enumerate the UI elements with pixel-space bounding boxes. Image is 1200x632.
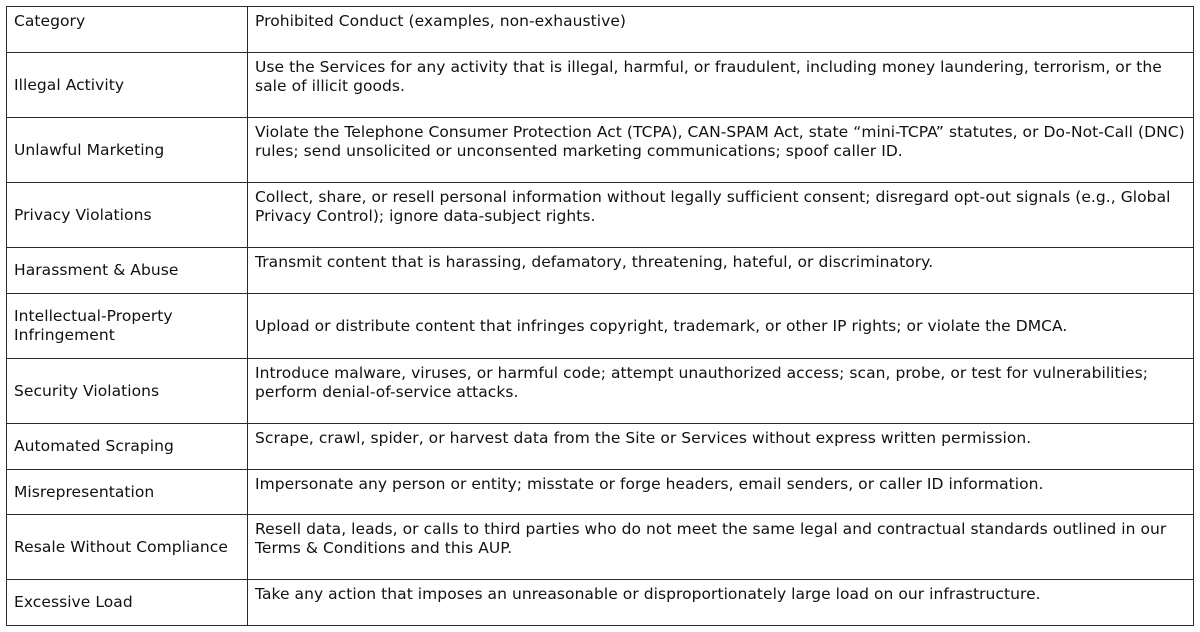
- row-conduct: Collect, share, or resell personal information without legally sufficient consent; disregard opt-out signals (e.g., Global Privacy Control); ignore data-subject rights.: [248, 183, 1194, 248]
- table-header-row: [7, 7, 1194, 53]
- row-conduct: Violate the Telephone Consumer Protection Act (TCPA), CAN-SPAM Act, state “mini-TCPA” statutes, or Do-Not-Call (DNC) rules; send unsolicited or unconsented marketing communications; spoof caller ID.: [248, 118, 1194, 183]
- table-row: [7, 515, 1194, 580]
- table-row: [7, 248, 1194, 294]
- table-row: [7, 53, 1194, 118]
- row-category: Security Violations: [7, 359, 248, 424]
- row-category: Misrepresentation: [7, 470, 248, 515]
- aup-table-container: [6, 6, 1194, 626]
- row-category: Resale Without Compliance: [7, 515, 248, 580]
- header-prohibited-conduct: Prohibited Conduct (examples, non-exhaustive): [248, 7, 1194, 53]
- row-category: Intellectual-Property Infringement: [7, 294, 248, 359]
- prohibited-conduct-table: [6, 6, 1194, 626]
- table-row: [7, 118, 1194, 183]
- row-conduct: Resell data, leads, or calls to third parties who do not meet the same legal and contractual standards outlined in our Terms & Conditions and this AUP.: [248, 515, 1194, 580]
- header-category: Category: [7, 7, 248, 53]
- row-conduct: Impersonate any person or entity; misstate or forge headers, email senders, or caller ID information.: [248, 470, 1194, 515]
- row-category: Illegal Activity: [7, 53, 248, 118]
- row-conduct: Use the Services for any activity that is illegal, harmful, or fraudulent, including money laundering, terrorism, or the sale of illicit goods.: [248, 53, 1194, 118]
- table-row: [7, 359, 1194, 424]
- table-row: [7, 470, 1194, 515]
- table-row: [7, 580, 1194, 626]
- row-category: Harassment & Abuse: [7, 248, 248, 294]
- row-category: Excessive Load: [7, 580, 248, 626]
- row-conduct: Introduce malware, viruses, or harmful code; attempt unauthorized access; scan, probe, or test for vulnerabilities; perform denial-of-service attacks.: [248, 359, 1194, 424]
- row-conduct: Scrape, crawl, spider, or harvest data from the Site or Services without express written permission.: [248, 424, 1194, 470]
- row-category: Privacy Violations: [7, 183, 248, 248]
- table-row: [7, 294, 1194, 359]
- table-row: [7, 183, 1194, 248]
- row-category: Automated Scraping: [7, 424, 248, 470]
- row-category: Unlawful Marketing: [7, 118, 248, 183]
- row-conduct: Take any action that imposes an unreasonable or disproportionately large load on our infrastructure.: [248, 580, 1194, 626]
- row-conduct: Upload or distribute content that infringes copyright, trademark, or other IP rights; or violate the DMCA.: [248, 294, 1194, 359]
- row-conduct: Transmit content that is harassing, defamatory, threatening, hateful, or discriminatory.: [248, 248, 1194, 294]
- table-row: [7, 424, 1194, 470]
